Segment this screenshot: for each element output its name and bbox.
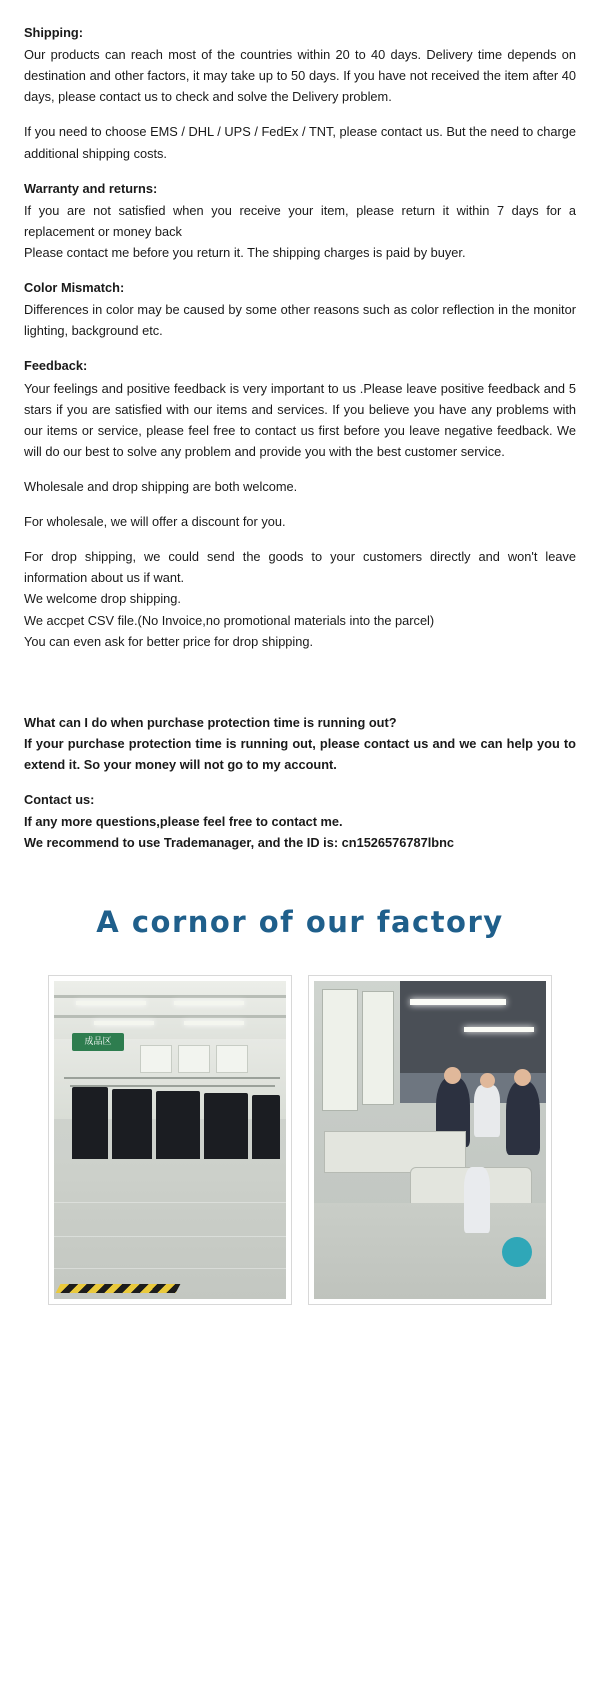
photo1-window-1 bbox=[140, 1045, 172, 1073]
section-warranty bbox=[24, 178, 576, 263]
color-heading: Color Mismatch: bbox=[24, 280, 125, 296]
photo-factory-floor bbox=[54, 981, 286, 1299]
wholesale-discount-paragraph: For wholesale, we will offer a discount for you. bbox=[24, 514, 286, 530]
photo1-window-3 bbox=[216, 1045, 248, 1073]
drop-shipping-paragraph-3: We accpet CSV file.(No Invoice,no promotional materials into the parcel) bbox=[24, 612, 435, 628]
photo-frame-factory-floor bbox=[48, 975, 292, 1305]
section-drop-shipping bbox=[24, 546, 576, 652]
drop-shipping-paragraph-1: For drop shipping, we could send the goods to your customers directly and won't leave information about us if want. bbox=[24, 549, 576, 586]
photo1-lamp-4 bbox=[184, 1021, 244, 1025]
photo1-hazard-stripe bbox=[56, 1284, 181, 1293]
photo2-light-tube-1 bbox=[410, 999, 506, 1005]
photo1-area-sign: 成品区 bbox=[72, 1033, 124, 1051]
photo1-window-2 bbox=[178, 1045, 210, 1073]
warranty-heading: Warranty and returns: bbox=[24, 180, 158, 196]
photo-workers bbox=[314, 981, 546, 1299]
drop-shipping-paragraph-4: You can even ask for better price for drop shipping. bbox=[24, 633, 314, 649]
photo1-lamp-1 bbox=[76, 1001, 146, 1005]
photo1-floor-line-1 bbox=[54, 1268, 286, 1269]
express-paragraph: If you need to choose EMS / DHL / UPS / FedEx / TNT, please contact us. But the need to charge additional shipping costs. bbox=[24, 124, 576, 161]
section-wholesale-welcome bbox=[24, 476, 576, 497]
photo1-ceiling bbox=[54, 981, 286, 1041]
section-wholesale-discount bbox=[24, 511, 576, 532]
photo1-rail-1 bbox=[64, 1077, 280, 1079]
shipping-paragraph: Our products can reach most of the countries within 20 to 40 days. Delivery time depends on destination and other factors, it may take up to 50 days. If you have not received the item after 40 days, please contact us to check and solve the Delivery problem. bbox=[24, 47, 576, 105]
contact-trademanager-id: We recommend to use Trademanager, and the ID is: cn1526576787lbnc bbox=[24, 835, 455, 851]
photo2-light-tube-2 bbox=[464, 1027, 534, 1032]
photo2-worker-3 bbox=[506, 1081, 540, 1155]
photo2-worker-4 bbox=[464, 1167, 490, 1233]
photo1-floor-line-3 bbox=[54, 1202, 286, 1203]
feedback-paragraph: Your feelings and positive feedback is very important to us .Please leave positive feedback and 5 stars if you are satisfied with our items and services. If you believe you have any problems with our items or service, please feel free to contact us first before you leave negative feedback. We will do our best to solve any problem and provide you with the best customer service. bbox=[24, 380, 576, 459]
factory-photo-gallery bbox=[0, 975, 600, 1305]
spacer bbox=[24, 666, 576, 712]
color-paragraph: Differences in color may be caused by some other reasons such as color reflection in the monitor lighting, background etc. bbox=[24, 302, 576, 339]
section-color-mismatch bbox=[24, 277, 576, 341]
factory-section-title: A cornor of our factory bbox=[96, 905, 504, 940]
photo1-floor bbox=[54, 1159, 286, 1299]
warranty-paragraph-1: If you are not satisfied when you receive your item, please return it within 7 days for a replacement or money back bbox=[24, 202, 576, 239]
warranty-paragraph-2: Please contact me before you return it. The shipping charges is paid by buyer. bbox=[24, 244, 466, 260]
photo2-window-1 bbox=[322, 989, 358, 1111]
contact-heading: Contact us: bbox=[24, 792, 95, 808]
section-shipping bbox=[24, 22, 576, 107]
photo2-window-2 bbox=[362, 991, 394, 1105]
photo1-lamp-3 bbox=[94, 1021, 154, 1025]
photo1-lamp-2 bbox=[174, 1001, 244, 1005]
section-purchase-protection bbox=[24, 712, 576, 775]
drop-shipping-paragraph-2: We welcome drop shipping. bbox=[24, 591, 181, 607]
protection-question: What can I do when purchase protection time is running out? bbox=[24, 714, 397, 730]
photo1-beam-1 bbox=[54, 995, 286, 998]
section-feedback bbox=[24, 355, 576, 462]
photo-frame-workers bbox=[308, 975, 552, 1305]
feedback-heading: Feedback: bbox=[24, 358, 88, 374]
contact-line-1: If any more questions,please feel free to contact me. bbox=[24, 814, 343, 830]
section-express-carriers bbox=[24, 121, 576, 163]
photo2-worker-2 bbox=[474, 1085, 500, 1137]
wholesale-welcome-paragraph: Wholesale and drop shipping are both welcome. bbox=[24, 478, 298, 494]
section-contact-us bbox=[24, 789, 576, 853]
photo1-floor-line-2 bbox=[54, 1236, 286, 1237]
protection-answer: If your purchase protection time is running out, please contact us and we can help you to extend it. So your money will not go to my account. bbox=[24, 735, 576, 772]
photo1-beam-2 bbox=[54, 1015, 286, 1018]
shipping-heading: Shipping: bbox=[24, 25, 83, 40]
